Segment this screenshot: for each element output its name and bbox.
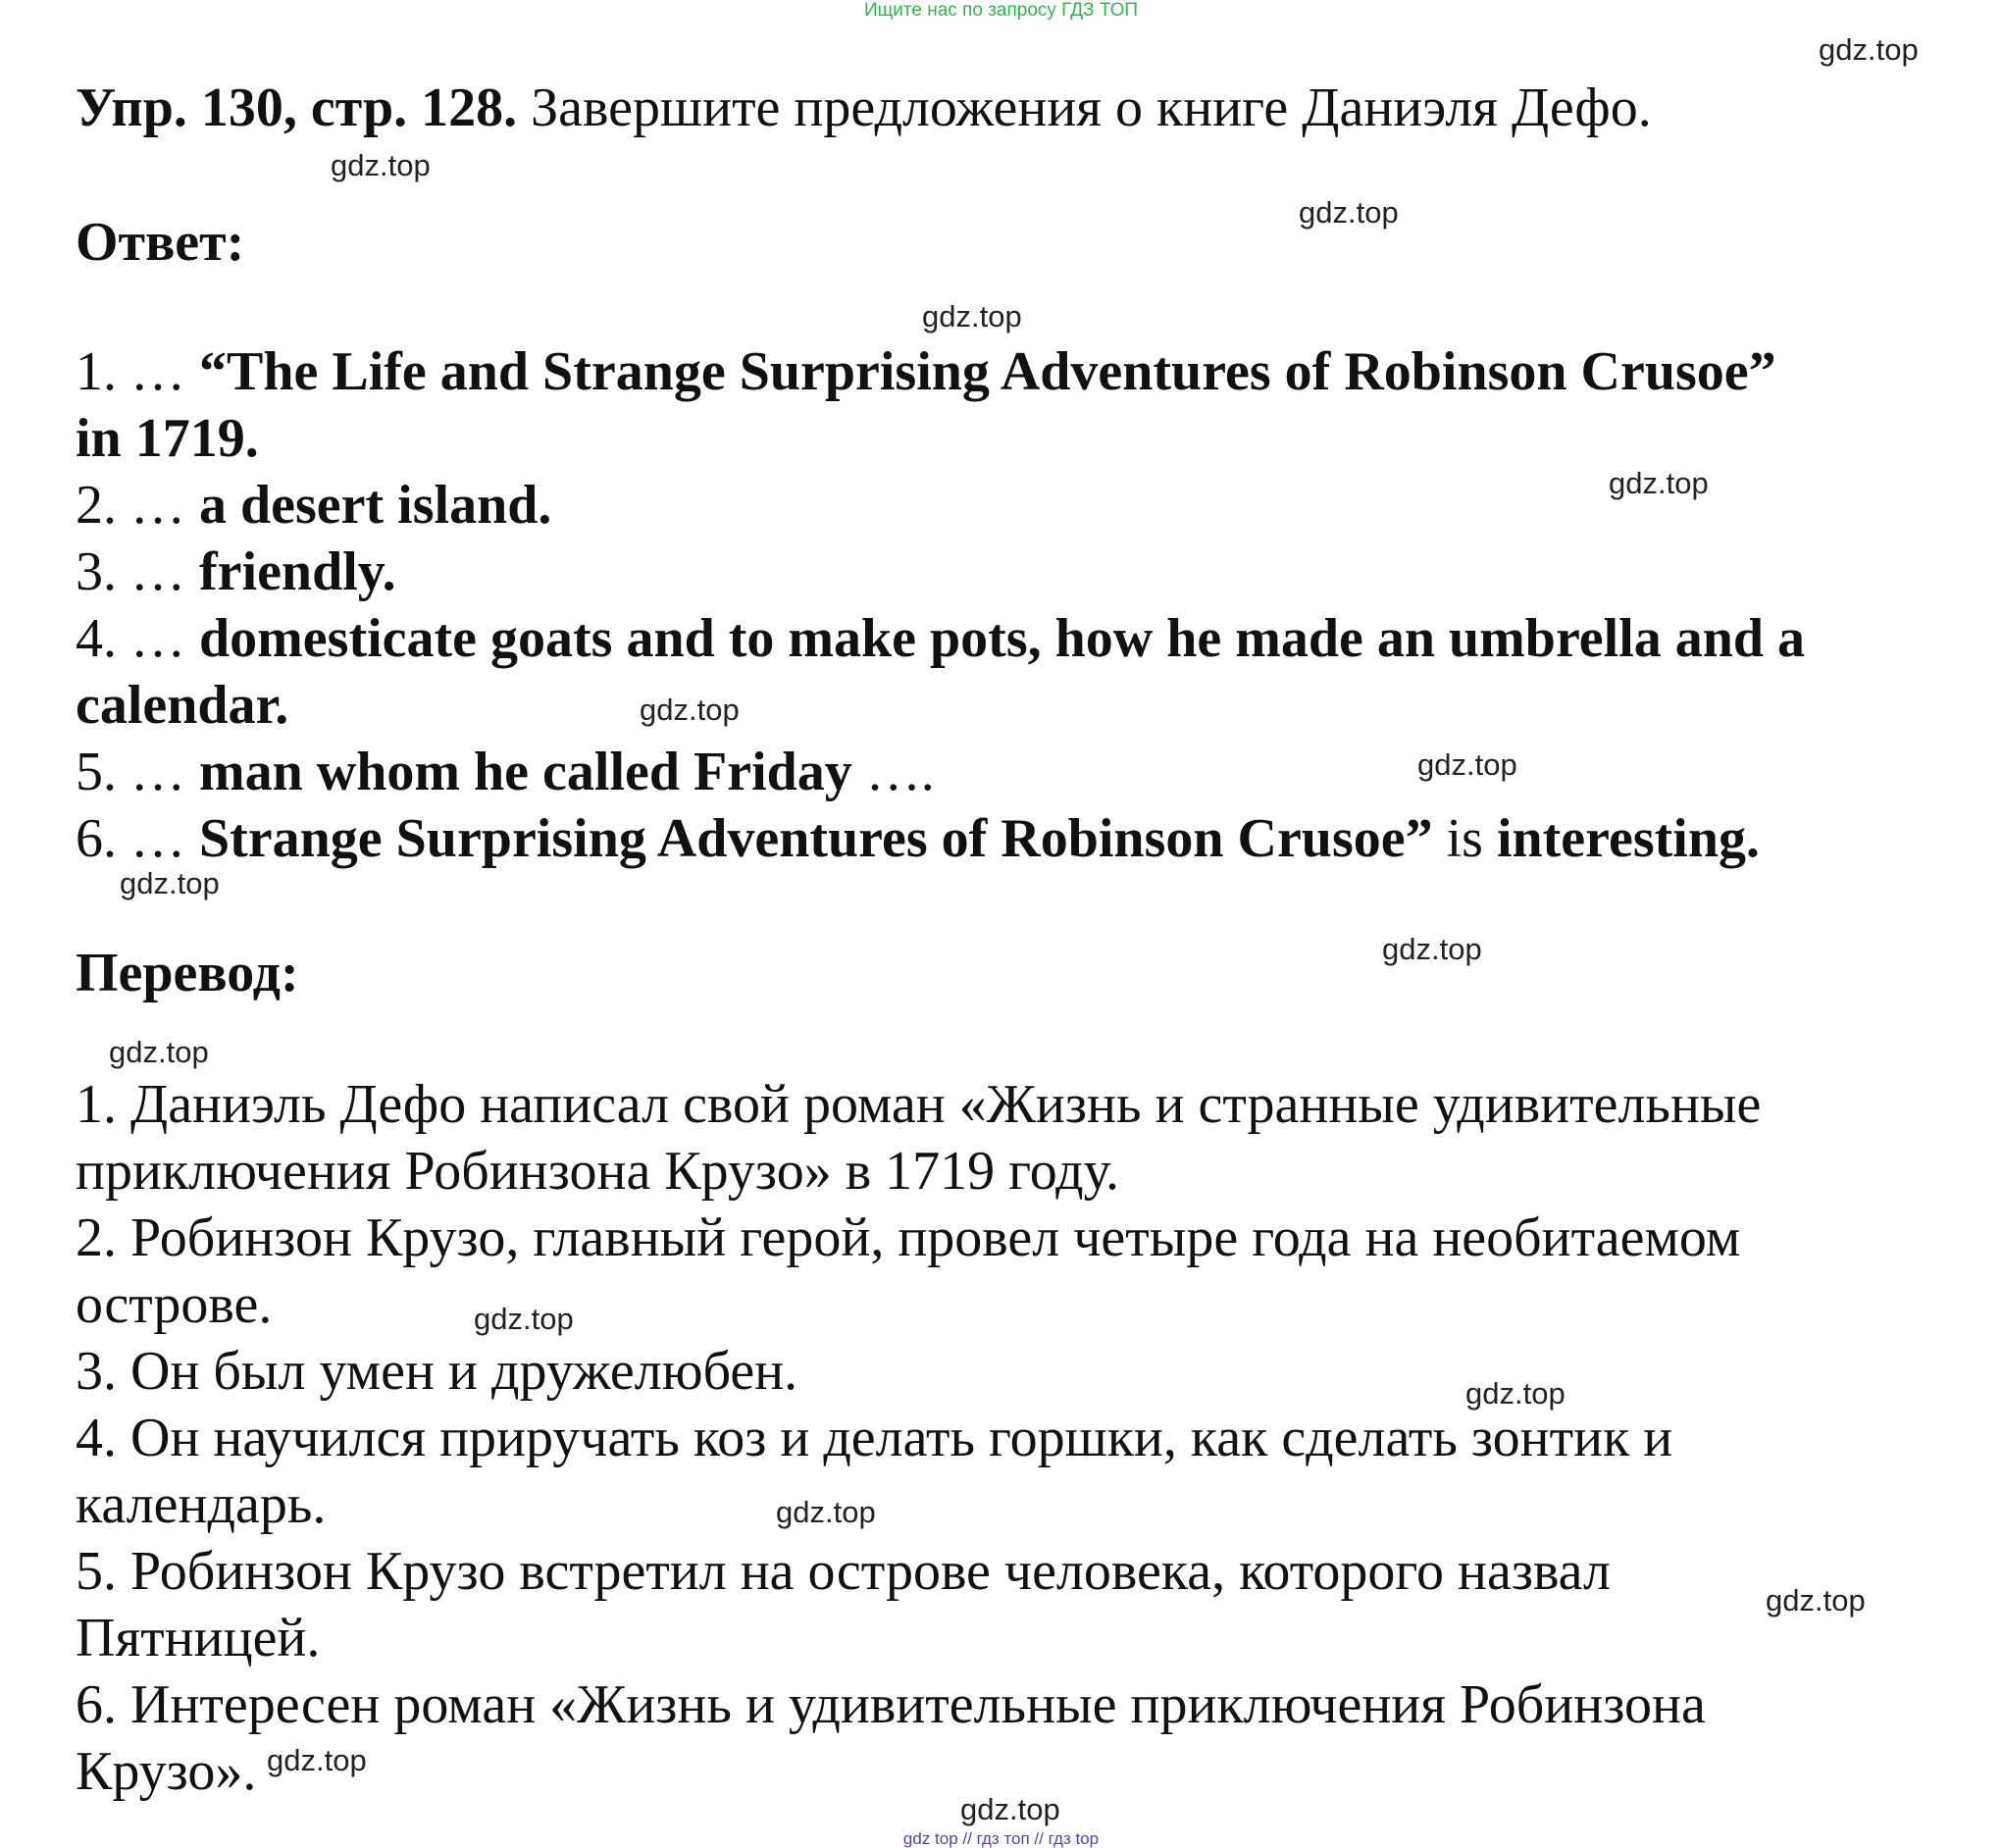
watermark: gdz.top	[922, 299, 1022, 334]
translation-line: 6. Интересен роман «Жизнь и удивительные приключения Робинзона	[76, 1674, 1706, 1735]
watermark: gdz.top	[640, 693, 740, 727]
watermark: gdz.top	[1382, 932, 1482, 966]
translation-line: приключения Робинзона Крузо» в 1719 году.	[76, 1141, 1119, 1202]
exercise-title	[76, 77, 1652, 139]
watermark: gdz.top	[1609, 466, 1709, 500]
watermark: gdz.top	[474, 1302, 574, 1336]
answer-line-5: 5. … man whom he called Friday ….	[76, 742, 935, 802]
watermark: gdz.top	[331, 148, 431, 182]
answer-heading: Ответ:	[76, 212, 245, 273]
watermark: gdz.top	[1766, 1583, 1866, 1617]
top-banner: Ищите нас по запросу ГДЗ ТОП	[863, 0, 1139, 21]
answer-line-4: 4. … domesticate goats and to make pots, how he made an umbrella and a	[76, 608, 1806, 669]
watermark: gdz.top	[1819, 32, 1919, 67]
watermark: gdz.top	[1465, 1376, 1566, 1411]
translation-heading: Перевод:	[76, 943, 299, 1003]
watermark: gdz.top	[109, 1035, 209, 1069]
answer-line-6: 6. … Strange Surprising Adventures of Robinson Crusoe” is interesting.	[76, 808, 1761, 869]
translation-line: 1. Даниэль Дефо написал свой роман «Жизнь и странные удивительные	[76, 1074, 1762, 1135]
translation-line: 4. Он научился приручать коз и делать горшки, как сделать зонтик и	[76, 1408, 1673, 1468]
translation-line: календарь.	[76, 1474, 327, 1535]
answer-line-1: 1. … “The Life and Strange Surprising Adventures of Robinson Crusoe”	[76, 341, 1776, 402]
exercise-task: Завершите предложения о книге Даниэля Дефо.	[517, 77, 1652, 138]
watermark: gdz.top	[1417, 747, 1517, 782]
footer-links: gdz top // гдз топ // гдз top	[902, 1829, 1100, 1848]
answer-line-2: 2. … a desert island.	[76, 475, 552, 536]
watermark: gdz.top	[960, 1792, 1060, 1826]
watermark: gdz.top	[267, 1743, 367, 1777]
translation-line: острове.	[76, 1274, 273, 1335]
watermark: gdz.top	[776, 1495, 876, 1529]
translation-line: 2. Робинзон Крузо, главный герой, провел четыре года на необитаемом	[76, 1207, 1741, 1268]
translation-line: Пятницей.	[76, 1608, 321, 1668]
translation-line: 5. Робинзон Крузо встретил на острове человека, которого назвал	[76, 1541, 1611, 1602]
translation-line: Крузо».	[76, 1741, 257, 1802]
answer-line-3: 3. … friendly.	[76, 541, 396, 602]
answer-line-4-cont: calendar.	[76, 675, 289, 736]
watermark: gdz.top	[1299, 195, 1399, 230]
watermark: gdz.top	[120, 866, 220, 900]
exercise-number: Упр. 130, стр. 128.	[76, 77, 518, 138]
translation-line: 3. Он был умен и дружелюбен.	[76, 1341, 798, 1402]
answer-line-1-cont: in 1719.	[76, 408, 259, 469]
